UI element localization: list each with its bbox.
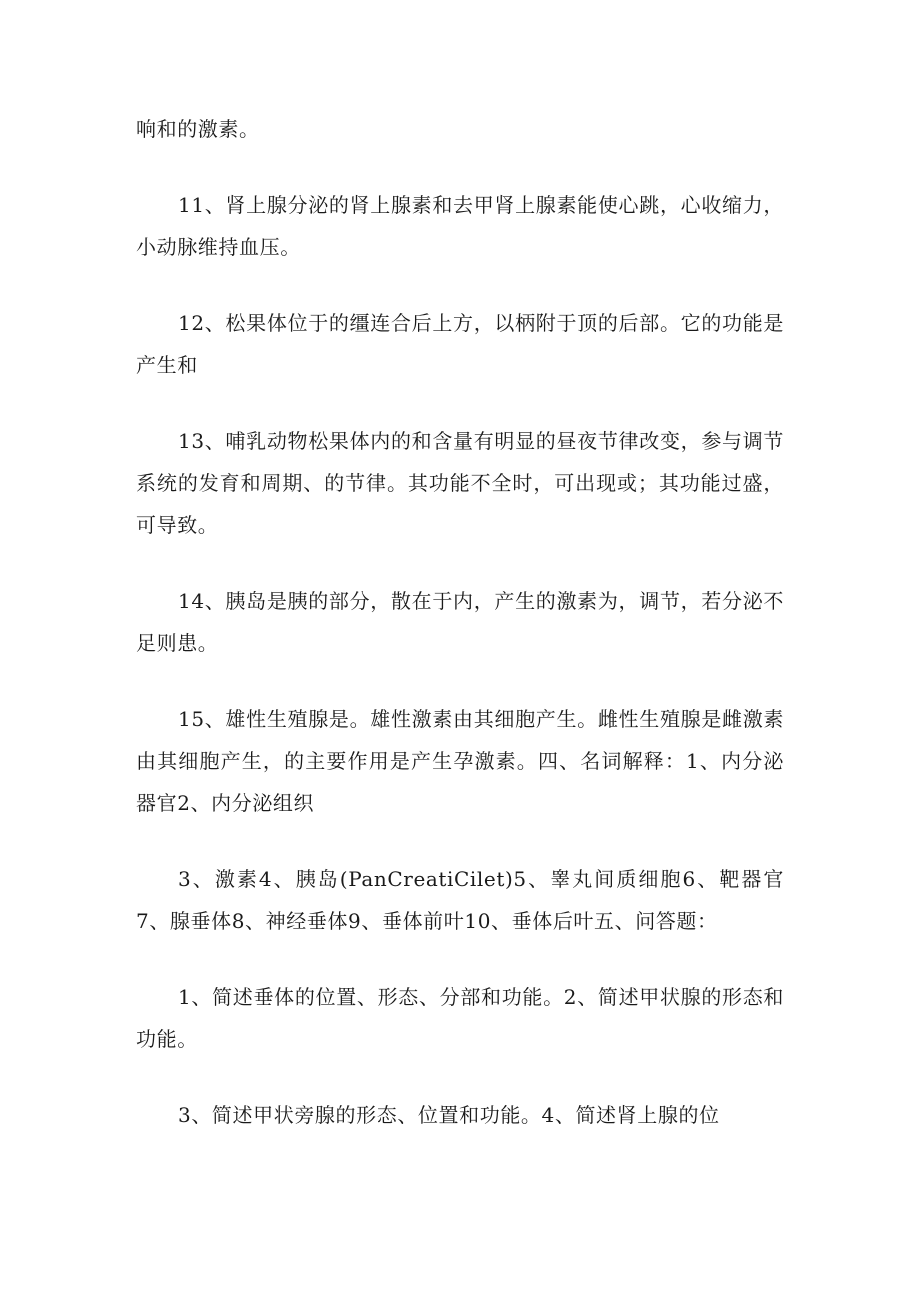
paragraph-continuation: 响和的激素。 — [136, 117, 260, 141]
paragraph-questions-1: 1、简述垂体的位置、形态、分部和功能。2、简述甲状腺的形态和功能。 — [136, 985, 784, 1051]
paragraph-terms: 3、激素4、胰岛(PanCreatiCilet)5、睾丸间质细胞6、靶器官7、腺垂体8、神经垂体9、垂体前叶10、垂体后叶五、问答题： — [136, 867, 784, 933]
paragraph-item-15: 15、雄性生殖腺是。雄性激素由其细胞产生。雌性生殖腺是雌激素由其细胞产生，的主要作用是产生孕激素。四、名词解释：1、内分泌器官2、内分泌组织 — [136, 707, 784, 815]
paragraph-item-14: 14、胰岛是胰的部分，散在于内，产生的激素为，调节，若分泌不足则患。 — [136, 589, 784, 655]
paragraph-item-12: 12、松果体位于的缰连合后上方，以柄附于顶的后部。它的功能是产生和 — [136, 311, 784, 377]
paragraph-questions-2: 3、简述甲状旁腺的形态、位置和功能。4、简述肾上腺的位 — [178, 1103, 720, 1127]
paragraph-item-13: 13、哺乳动物松果体内的和含量有明显的昼夜节律改变，参与调节系统的发育和周期、的节律。其功能不全时，可出现或；其功能过盛，可导致。 — [136, 429, 784, 537]
paragraph-item-11: 11、肾上腺分泌的肾上腺素和去甲肾上腺素能使心跳，心收缩力，小动脉维持血压。 — [136, 193, 784, 259]
